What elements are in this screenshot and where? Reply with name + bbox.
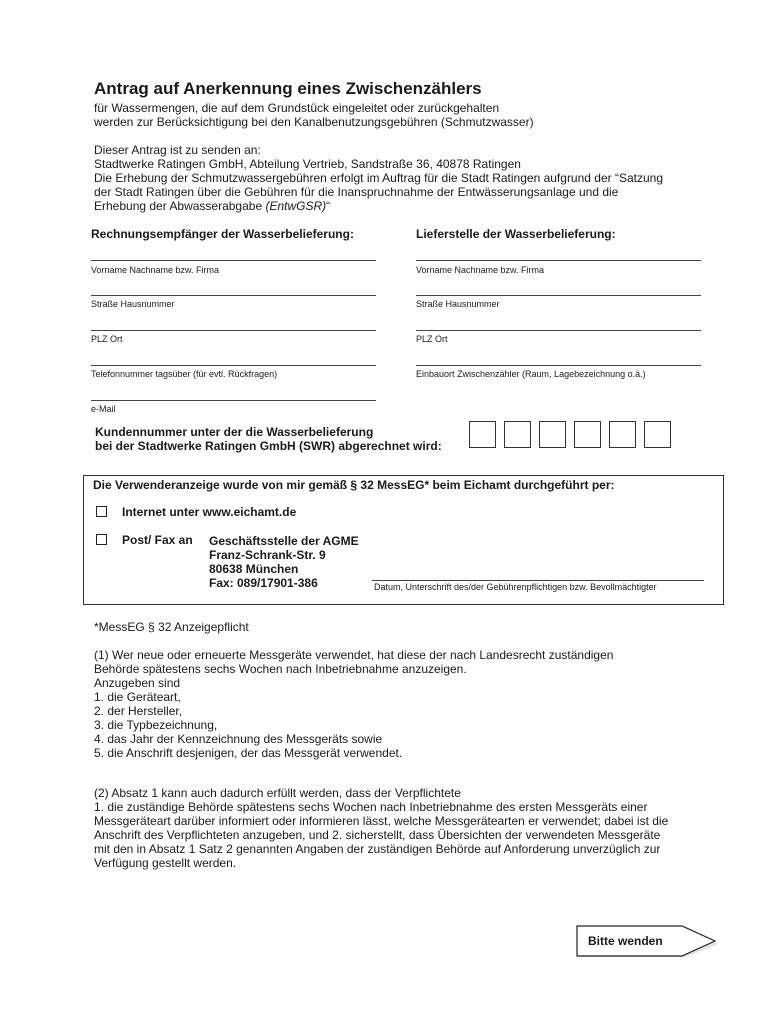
delivery-city-label: PLZ Ort [416, 334, 448, 344]
billing-phone-line[interactable] [91, 365, 376, 366]
para1-line: 3. die Typbezeichnung, [94, 718, 218, 732]
intro-line-4: der Stadt Ratingen über die Gebühren für die Inanspruchnahme der Entwässerungsanlage und die [94, 185, 619, 199]
agme-street: Franz-Schrank-Str. 9 [209, 548, 326, 562]
customer-number-digit-1[interactable] [469, 421, 496, 448]
intro-address: Stadtwerke Ratingen GmbH, Abteilung Vertrieb, Sandstraße 36, 40878 Ratingen [94, 157, 521, 171]
para2-line: Anschrift des Verpflichteten anzugeben, und 2. sicherstellt, dass Übersichten der verwendeten Messgeräte [94, 828, 661, 842]
para1-line: 1. die Geräteart, [94, 690, 181, 704]
form-title: Antrag auf Anerkennung eines Zwischenzählers [94, 79, 482, 98]
intro-line-3: Die Erhebung der Schmutzwassergebühren erfolgt im Auftrag für die Stadt Ratingen aufgrund der “Satzung [94, 171, 663, 185]
delivery-location-header: Lieferstelle der Wasserbelieferung: [416, 227, 616, 241]
intro-line-1: Dieser Antrag ist zu senden an: [94, 143, 261, 157]
turn-page-label: Bitte wenden [588, 934, 663, 948]
intro-abbrev: (EntwGSR) [265, 199, 327, 213]
intro-line-5 [94, 199, 330, 213]
customer-number-digit-6[interactable] [644, 421, 671, 448]
delivery-street-label: Straße Hausnummer [416, 299, 500, 309]
intro-quote: “ [326, 199, 331, 213]
delivery-street-line[interactable] [416, 295, 701, 296]
billing-city-label: PLZ Ort [91, 334, 123, 344]
billing-name-line[interactable] [91, 260, 376, 261]
agme-fax: Fax: 089/17901-386 [209, 576, 318, 590]
para1-line: Anzugeben sind [94, 676, 181, 690]
delivery-city-line[interactable] [416, 330, 701, 331]
footnote-title: *MessEG § 32 Anzeigepflicht [94, 620, 249, 634]
para2-line: Messgeräteart darüber informiert oder informieren lässt, welche Messgerätearten er verwendet; dabei ist die [94, 814, 669, 828]
para2-line: 1. die zuständige Behörde spätestens sechs Wochen nach Inbetriebnahme des ersten Messgeräts einer [94, 800, 648, 814]
subtitle-line-1: für Wassermengen, die auf dem Grundstück eingeleitet oder zurückgehalten [94, 101, 500, 115]
para2-line: Verfügung gestellt werden. [94, 856, 237, 870]
delivery-name-label: Vorname Nachname bzw. Firma [416, 265, 545, 275]
post-fax-option-label: Post/ Fax an [122, 533, 193, 547]
internet-checkbox[interactable] [96, 506, 107, 517]
agme-name: Geschäftsstelle der AGME [209, 534, 359, 548]
para1-line: 2. der Hersteller, [94, 704, 183, 718]
agme-city: 80638 München [209, 562, 299, 576]
customer-number-digit-2[interactable] [504, 421, 531, 448]
billing-street-line[interactable] [91, 295, 376, 296]
signature-label: Datum, Unterschrift des/der Gebührenpflichtigen bzw. Bevollmächtigter [374, 582, 657, 592]
customer-number-label-1: Kundennummer unter der die Wasserbelieferung [95, 425, 374, 439]
post-fax-checkbox[interactable] [96, 534, 107, 545]
para2-line: mit den in Absatz 1 Satz 2 genannten Angaben der zuständigen Behörde auf Anforderung unverzüglich zur [94, 842, 661, 856]
para1-line: (1) Wer neue oder erneuerte Messgeräte verwendet, hat diese der nach Landesrecht zuständigen [94, 648, 614, 662]
subtitle-line-2: werden zur Berücksichtigung bei den Kanalbenutzungsgebühren (Schmutzwasser) [94, 115, 534, 129]
para1-line: 4. das Jahr der Kennzeichnung des Messgeräts sowie [94, 732, 383, 746]
intro-line-5-text: Erhebung der Abwasserabgabe [94, 199, 266, 213]
para2-line: (2) Absatz 1 kann auch dadurch erfüllt werden, dass der Verpflichtete [94, 786, 461, 800]
signature-line[interactable] [372, 580, 704, 581]
customer-number-digit-4[interactable] [574, 421, 601, 448]
billing-recipient-header: Rechnungsempfänger der Wasserbelieferung: [91, 227, 354, 241]
customer-number-label-2: bei der Stadtwerke Ratingen GmbH (SWR) abgerechnet wird: [95, 439, 442, 453]
delivery-name-line[interactable] [416, 260, 701, 261]
customer-number-digit-5[interactable] [609, 421, 636, 448]
customer-number-digit-3[interactable] [539, 421, 566, 448]
registration-box-header: Die Verwenderanzeige wurde von mir gemäß § 32 MessEG* beim Eichamt durchgeführt per: [93, 478, 615, 492]
delivery-meter-location-line[interactable] [416, 365, 701, 366]
billing-email-line[interactable] [91, 400, 376, 401]
delivery-meter-location-label: Einbauort Zwischenzähler (Raum, Lagebezeichnung o.ä.) [416, 369, 646, 379]
billing-phone-label: Telefonnummer tagsüber (für evtl. Rückfragen) [91, 369, 278, 379]
para1-line: Behörde spätestens sechs Wochen nach Inbetriebnahme anzuzeigen. [94, 662, 467, 676]
internet-option-label: Internet unter www.eichamt.de [122, 505, 297, 519]
para1-line: 5. die Anschrift desjenigen, der das Messgerät verwendet. [94, 746, 403, 760]
billing-name-label: Vorname Nachname bzw. Firma [91, 265, 220, 275]
turn-page-button[interactable] [576, 925, 720, 964]
billing-email-label: e-Mail [91, 404, 116, 414]
billing-city-line[interactable] [91, 330, 376, 331]
billing-street-label: Straße Hausnummer [91, 299, 175, 309]
